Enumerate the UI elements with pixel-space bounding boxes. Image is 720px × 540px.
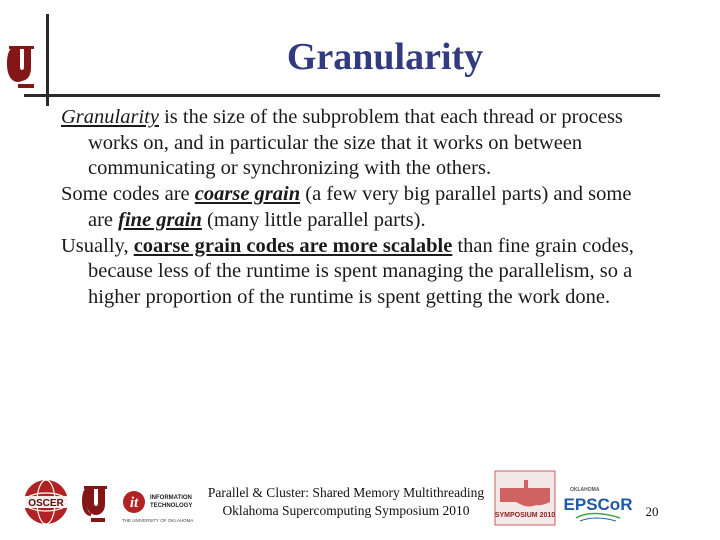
term-granularity: Granularity [61, 106, 159, 128]
slide-title: Granularity [286, 36, 484, 78]
symposium-logo-icon [494, 470, 556, 526]
paragraph-text: (a few very big parallel parts) and some are [88, 183, 632, 231]
footer-line-2: Oklahoma Supercomputing Symposium 2010 [222, 503, 470, 518]
term-coarse-scalable: coarse grain codes are more scalable [133, 234, 453, 257]
it-logo-line1: INFORMATION [150, 495, 192, 501]
footer-line-1: Parallel & Cluster: Shared Memory Multithreading [207, 485, 485, 500]
paragraph-text: Usually, [61, 234, 134, 257]
it-logo-icon [120, 484, 202, 526]
epscor-logo-icon [562, 480, 634, 526]
term-coarse-grain: coarse grain [194, 183, 301, 206]
paragraph-text: is the size of the subproblem that each thread or process works on, and in particular the size that it works on between communicating or synchronizing with the others. [88, 106, 623, 180]
page-number: 20 [645, 504, 659, 519]
ou-logo-icon [6, 40, 48, 96]
symposium-logo-text: SYMPOSIUM 2010 [494, 512, 556, 519]
it-logo-line3: THE UNIVERSITY OF OKLAHOMA [122, 518, 194, 523]
paragraph-text: Some codes are [61, 183, 195, 206]
it-logo-text: it [129, 495, 139, 511]
ou-footer-logo-icon [82, 482, 118, 526]
paragraph-text: (many little parallel parts). [201, 208, 426, 231]
paragraph-text: than fine grain codes, because less of the runtime is spent managing the parallelism, so a higher proportion of the runtime is spent getting the work done. [88, 234, 634, 308]
title-vertical-rule [46, 14, 49, 106]
footer-text [196, 484, 496, 520]
slide-body [61, 105, 657, 311]
title-horizontal-rule [24, 94, 660, 97]
oscer-logo-text: OSCER [28, 498, 64, 509]
term-fine-grain: fine grain [118, 208, 202, 231]
paragraph-granularity-definition [61, 105, 657, 182]
epscor-logo-text: EPSCoR [563, 495, 633, 514]
paragraph-scalability [61, 234, 657, 311]
paragraph-coarse-fine [61, 182, 657, 233]
epscor-logo-small: OKLAHOMA [570, 487, 600, 493]
oscer-logo-icon [14, 478, 78, 526]
it-logo-line2: TECHNOLOGY [150, 503, 193, 509]
